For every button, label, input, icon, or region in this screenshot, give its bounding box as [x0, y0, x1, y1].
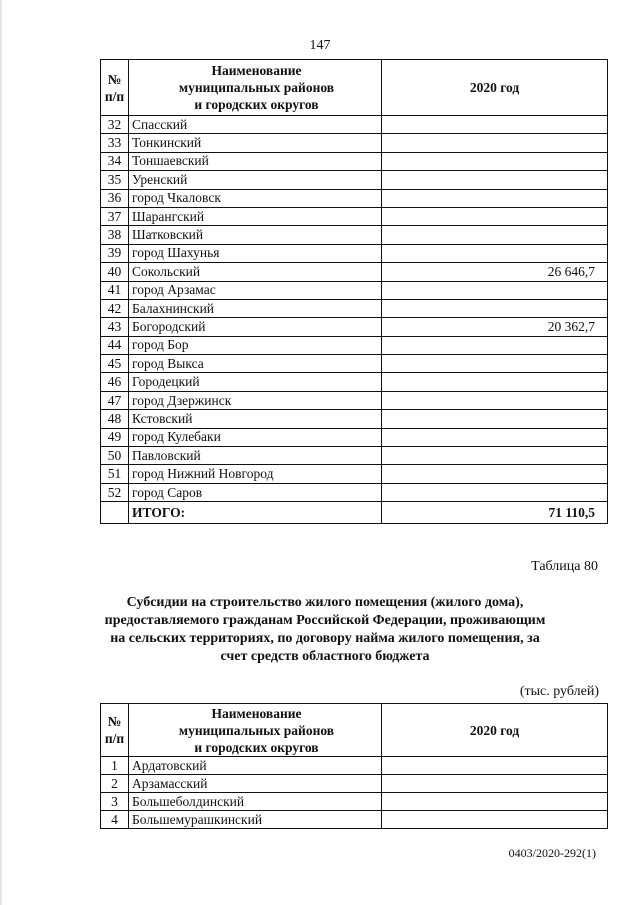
- header-name-line: муниципальных районов: [178, 722, 335, 738]
- header-name-line: Наименование: [211, 63, 302, 78]
- table-caption: Таблица 80: [531, 559, 598, 574]
- table-row: [101, 793, 608, 811]
- row-value: [382, 465, 608, 483]
- row-number: 40: [101, 263, 129, 281]
- row-value: [382, 299, 608, 317]
- table-row: [101, 355, 608, 373]
- table-row: [101, 226, 608, 244]
- row-name: Кстовский: [129, 410, 382, 428]
- row-number: 1: [101, 757, 129, 775]
- table-row: [101, 757, 608, 775]
- row-number: 48: [101, 410, 129, 428]
- section-title-line: на сельских территориях, по договору найма жилого помещения, за: [110, 631, 540, 646]
- row-name: Шатковский: [129, 226, 382, 244]
- table-row: [101, 189, 608, 207]
- total-num-cell: [101, 502, 129, 524]
- total-row: [101, 502, 608, 524]
- header-name: [129, 704, 382, 757]
- row-value: [382, 410, 608, 428]
- row-value: [382, 428, 608, 446]
- row-value: [382, 757, 608, 775]
- row-name: Городецкий: [129, 373, 382, 391]
- table-row: [101, 336, 608, 354]
- row-name: Сокольский: [129, 263, 382, 281]
- row-name: Арзамасский: [129, 775, 382, 793]
- table-row: [101, 775, 608, 793]
- header-num-line: п/п: [104, 731, 125, 746]
- row-number: 39: [101, 244, 129, 262]
- row-name: город Кулебаки: [129, 428, 382, 446]
- row-number: 52: [101, 483, 129, 501]
- row-name: Павловский: [129, 447, 382, 465]
- total-value: 71 110,5: [382, 502, 608, 524]
- row-number: 45: [101, 355, 129, 373]
- row-value: [382, 391, 608, 409]
- row-number: 50: [101, 447, 129, 465]
- header-num: [101, 704, 129, 757]
- row-number: 51: [101, 465, 129, 483]
- row-name: город Выкса: [129, 355, 382, 373]
- row-value: [382, 336, 608, 354]
- table-row: [101, 428, 608, 446]
- row-value: [382, 171, 608, 189]
- row-value: [382, 189, 608, 207]
- row-value: [382, 116, 608, 134]
- table-row: [101, 391, 608, 409]
- row-value: [382, 355, 608, 373]
- table-row: [101, 263, 608, 281]
- table-row: [101, 811, 608, 829]
- table-row: [101, 318, 608, 336]
- row-value: [382, 483, 608, 501]
- table-row: [101, 152, 608, 170]
- row-value: [382, 281, 608, 299]
- row-name: Богородский: [129, 318, 382, 336]
- row-name: город Шахунья: [129, 244, 382, 262]
- row-value: [382, 811, 608, 829]
- row-name: город Саров: [129, 483, 382, 501]
- table-row: [101, 447, 608, 465]
- row-number: 34: [101, 152, 129, 170]
- table-row: [101, 373, 608, 391]
- header-num-line: №: [107, 714, 122, 729]
- row-name: Большеболдинский: [129, 793, 382, 811]
- header-num-line: №: [107, 71, 122, 87]
- row-name: Спасский: [129, 116, 382, 134]
- row-number: 41: [101, 281, 129, 299]
- header-name-line: муниципальных районов: [178, 80, 335, 95]
- table-row: [101, 134, 608, 152]
- row-value: [382, 793, 608, 811]
- row-number: 37: [101, 207, 129, 225]
- row-name: Уренский: [129, 171, 382, 189]
- units-label: (тыс. рублей): [519, 684, 599, 699]
- section-title: [80, 594, 570, 666]
- row-value: [382, 134, 608, 152]
- total-label: ИТОГО:: [129, 502, 382, 524]
- row-name: город Чкаловск: [129, 189, 382, 207]
- row-number: 38: [101, 226, 129, 244]
- table-subsidies-continued: [100, 59, 608, 524]
- header-year: 2020 год: [382, 60, 608, 116]
- row-name: Шарангский: [129, 207, 382, 225]
- header-num-line: п/п: [104, 88, 125, 104]
- row-number: 44: [101, 336, 129, 354]
- row-value: [382, 447, 608, 465]
- header-year: 2020 год: [382, 704, 608, 757]
- table-header-row: [101, 60, 608, 116]
- section-title-line: счет средств областного бюджета: [220, 649, 430, 664]
- row-number: 46: [101, 373, 129, 391]
- row-number: 47: [101, 391, 129, 409]
- row-number: 3: [101, 793, 129, 811]
- row-number: 43: [101, 318, 129, 336]
- row-value: [382, 244, 608, 262]
- header-name-line: и городских округов: [194, 739, 319, 755]
- table-row: [101, 171, 608, 189]
- row-value: [382, 775, 608, 793]
- document-code: 0403/2020-292(1): [508, 846, 596, 860]
- table-row: [101, 244, 608, 262]
- row-number: 36: [101, 189, 129, 207]
- row-value: 20 362,7: [382, 318, 608, 336]
- table-row: [101, 410, 608, 428]
- section-title-line: предоставляемого гражданам Российской Федерации, проживающим: [104, 613, 546, 628]
- row-value: [382, 152, 608, 170]
- table-row: [101, 483, 608, 501]
- row-value: [382, 373, 608, 391]
- row-name: Балахнинский: [129, 299, 382, 317]
- row-name: Ардатовский: [129, 757, 382, 775]
- page-edge: [0, 0, 2, 905]
- row-number: 35: [101, 171, 129, 189]
- section-title-line: Субсидии на строительство жилого помещения (жилого дома),: [126, 595, 524, 610]
- row-number: 33: [101, 134, 129, 152]
- table-row: [101, 207, 608, 225]
- table-row: [101, 465, 608, 483]
- row-number: 42: [101, 299, 129, 317]
- row-value: 26 646,7: [382, 263, 608, 281]
- table-row: [101, 116, 608, 134]
- table-header-row: [101, 704, 608, 757]
- table-housing-subsidies: [100, 703, 608, 829]
- row-value: [382, 226, 608, 244]
- header-name: [129, 60, 382, 116]
- header-num: [101, 60, 129, 116]
- row-name: Большемурашкинский: [129, 811, 382, 829]
- row-number: 2: [101, 775, 129, 793]
- row-name: город Бор: [129, 336, 382, 354]
- row-name: город Нижний Новгород: [129, 465, 382, 483]
- row-number: 32: [101, 116, 129, 134]
- table-row: [101, 299, 608, 317]
- table-row: [101, 281, 608, 299]
- header-name-line: и городских округов: [194, 97, 319, 112]
- page-number: 147: [309, 38, 331, 53]
- row-name: город Арзамас: [129, 281, 382, 299]
- row-name: Тонкинский: [129, 134, 382, 152]
- header-name-line: Наименование: [211, 705, 302, 721]
- row-number: 49: [101, 428, 129, 446]
- row-value: [382, 207, 608, 225]
- row-number: 4: [101, 811, 129, 829]
- row-name: город Дзержинск: [129, 391, 382, 409]
- row-name: Тоншаевский: [129, 152, 382, 170]
